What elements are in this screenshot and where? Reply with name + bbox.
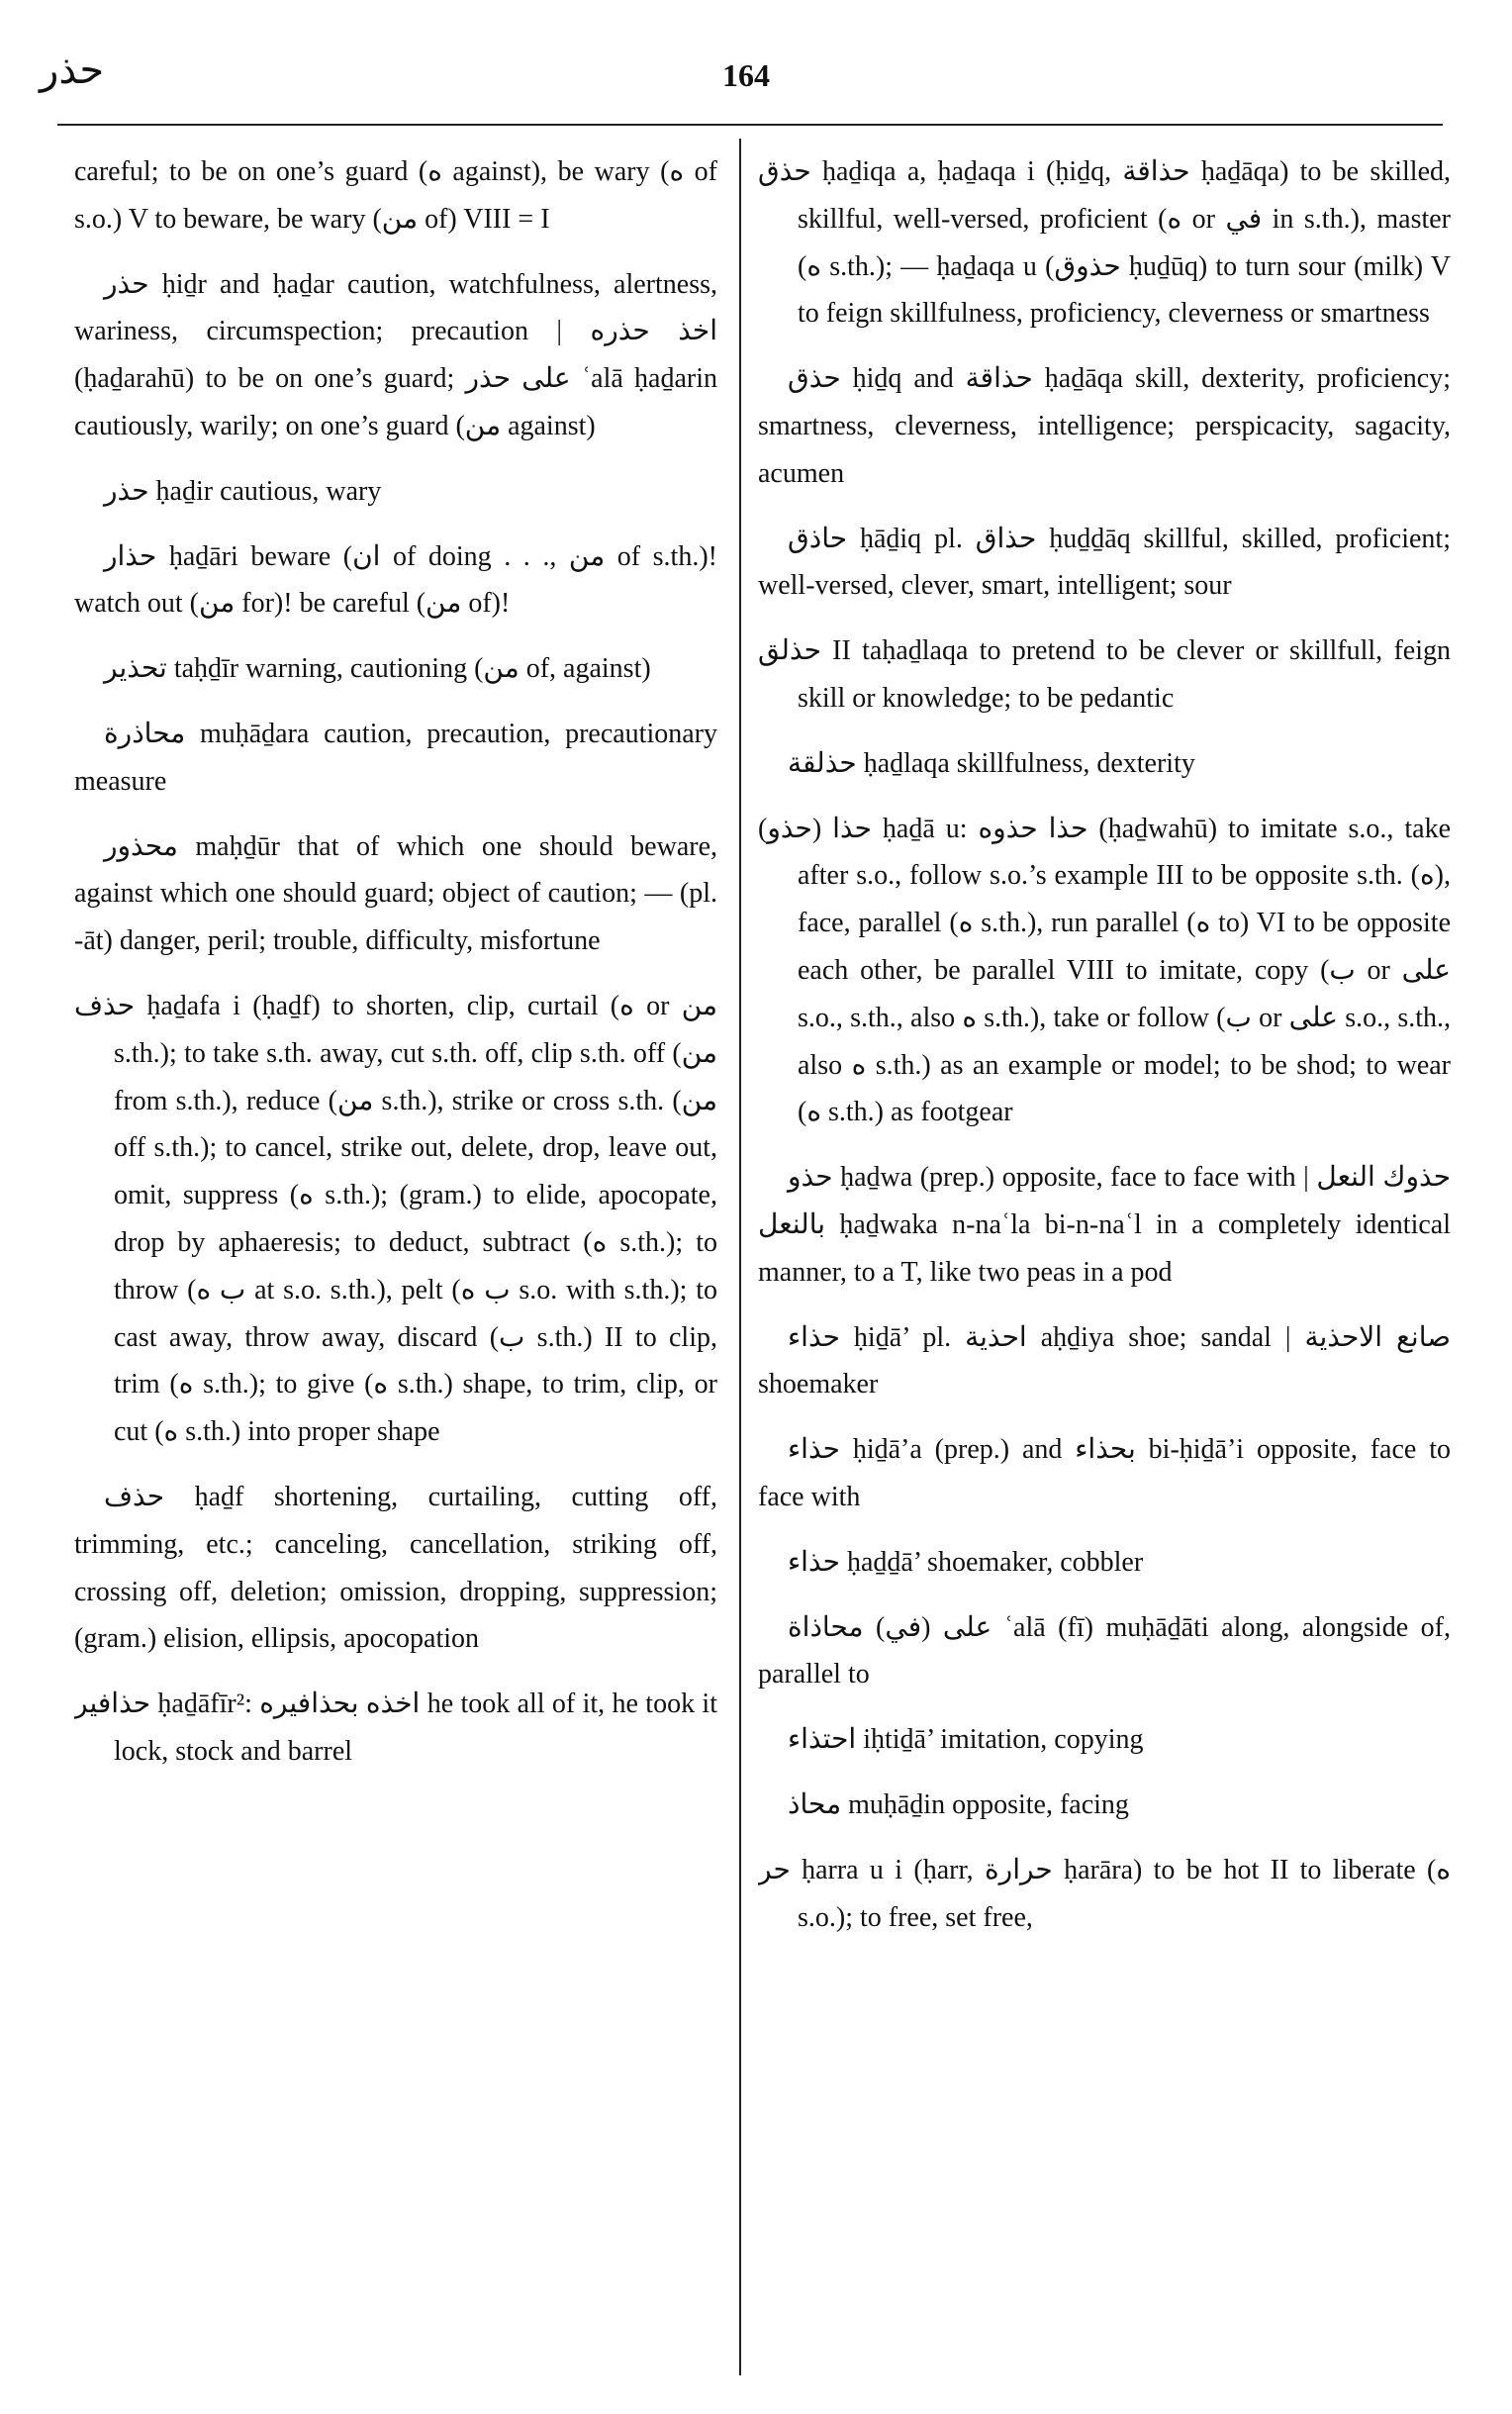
dictionary-entry: حذاء ḥaḏḏā’ shoemaker, cobbler bbox=[788, 1546, 1144, 1578]
dictionary-entry: حذار ḥaḏāri beware (ان of doing . . ., من of s.th.)! watch out (من for)! be careful (من of)! bbox=[74, 540, 717, 620]
dictionary-entry: حذلقة ḥaḏlaqa skillfulness, dexterity bbox=[788, 747, 1195, 779]
dictionary-entry: على (في) محاذاة ʿalā (fī) muḥāḏāti along, alongside of, parallel to bbox=[758, 1611, 1451, 1690]
dictionary-entry: حذاء ḥiḏā’a (prep.) and بحذاء bi-ḥiḏā’i opposite, face to face with bbox=[758, 1434, 1451, 1512]
dictionary-entry: careful; to be on one’s guard (ه against), be wary (ه of s.o.) V to beware, be wary (من of) VIII = I bbox=[74, 156, 717, 235]
dictionary-entry: حذو ḥaḏwa (prep.) opposite, face to face with | حذوك النعل بالنعل ḥaḏwaka n-naʿla bi-n-naʿl in a completely identical manner, to a T, like two peas in a pod bbox=[758, 1162, 1451, 1288]
dictionary-root-entry: حر ḥarra u i (ḥarr, حرارة ḥarāra) to be hot II to liberate (ه s.o.); to free, set free, bbox=[758, 1854, 1451, 1933]
dictionary-root-entry: حذف ḥaḏafa i (ḥaḏf) to shorten, clip, curtail (ه or من s.th.); to take s.th. away, cut s.th. off, clip s.th. off (من from s.th.), reduce (من s.th.), strike or cross s.th. (من off s.th.); to cancel, strike out, delete, drop, leave out, omit, suppress (ه s.th.); (gram.) to elide, apocopate, drop by aphaeresis; to deduct, subtract (ه s.th.); to throw (ب ه at s.o. s.th.), pelt (ب ه s.o. with s.th.); to cast away, throw away, discard (ب s.th.) II to clip, trim (ه s.th.); to give (ه s.th.) shape, to trim, clip, or cut (ه s.th.) into proper shape bbox=[74, 990, 717, 1448]
dictionary-entry: محاذرة muḥāḏara caution, precaution, precautionary measure bbox=[74, 718, 717, 797]
header-rule bbox=[57, 124, 1443, 126]
page-header bbox=[0, 0, 1512, 129]
dictionary-entry: حذق ḥiḏq and حذاقة ḥaḏāqa skill, dexterity, proficiency; smartness, cleverness, intelligence; perspicacity, sagacity, acumen bbox=[758, 363, 1451, 489]
left-column bbox=[74, 148, 717, 2405]
dictionary-entry: حاذق ḥāḏiq pl. حذاق ḥuḏḏāq skillful, skilled, proficient; well-versed, clever, smart, intelligent; sour bbox=[758, 523, 1451, 602]
dictionary-root-entry: حذلق II taḥaḏlaqa to pretend to be clever or skillfull, feign skill or knowledge; to be pedantic bbox=[758, 635, 1451, 714]
dictionary-entry: محذور maḥḏūr that of which one should beware, against which one should guard; object of caution; — (pl. -āt) danger, peril; trouble, difficulty, misfortune bbox=[74, 830, 717, 957]
dictionary-root-entry: (حذو) حذا ḥaḏā u: حذا حذوه (ḥaḏwahū) to imitate s.o., take after s.o., follow s.o.’s example III to be opposite s.th. (ه), face, parallel (ه s.th.), run parallel (ه to) VI to be opposite each other, be parallel VIII to imitate, copy (ب or على s.o., s.th., also ه s.th.), take or follow (ب or على s.o., s.th., also ه s.th.) as an example or model; to be shod; to wear (ه s.th.) as footgear bbox=[758, 813, 1451, 1128]
column-divider bbox=[739, 139, 741, 2375]
dictionary-entry: حذاء ḥiḏā’ pl. احذية aḥḏiya shoe; sandal | صانع الاحذية shoemaker bbox=[758, 1321, 1451, 1400]
dictionary-entry: تحذير taḥḏīr warning, cautioning (من of, against) bbox=[104, 653, 651, 685]
dictionary-entry: حذر ḥiḏr and ḥaḏar caution, watchfulness, alertness, wariness, circumspection; precaution | اخذ حذره (ḥaḏarahū) to be on one’s guard; على حذر ʿalā ḥaḏarin cautiously, warily; on one’s guard (من against) bbox=[74, 268, 717, 441]
dictionary-root-entry: حذق ḥaḏiqa a, ḥaḏaqa i (ḥiḏq, حذاقة ḥaḏāqa) to be skilled, skillful, well-versed, proficient (ه or في in s.th.), master (ه s.th.); — ḥaḏaqa u (حذوق ḥuḏūq) to turn sour (milk) V to feign skillfulness, proficiency, cleverness or smartness bbox=[758, 156, 1451, 330]
right-column bbox=[758, 148, 1451, 2405]
dictionary-entry: احتذاء iḥtiḏā’ imitation, copying bbox=[788, 1724, 1144, 1756]
header-root-word: حذر bbox=[40, 48, 105, 93]
dictionary-entry: حذف ḥaḏf shortening, curtailing, cutting off, trimming, etc.; canceling, cancellation, striking off, crossing off, deletion; omission, dropping, suppression; (gram.) elision, ellipsis, apocopation bbox=[74, 1481, 717, 1655]
dictionary-entry: حذر ḥaḏir cautious, wary bbox=[104, 475, 382, 507]
dictionary-entry: محاذ muḥāḏin opposite, facing bbox=[788, 1788, 1129, 1820]
dictionary-root-entry: حذافير ḥaḏāfīr²: اخذه بحذافيره he took all of it, he took it lock, stock and barrel bbox=[74, 1689, 717, 1767]
page-number: 164 bbox=[722, 57, 770, 93]
